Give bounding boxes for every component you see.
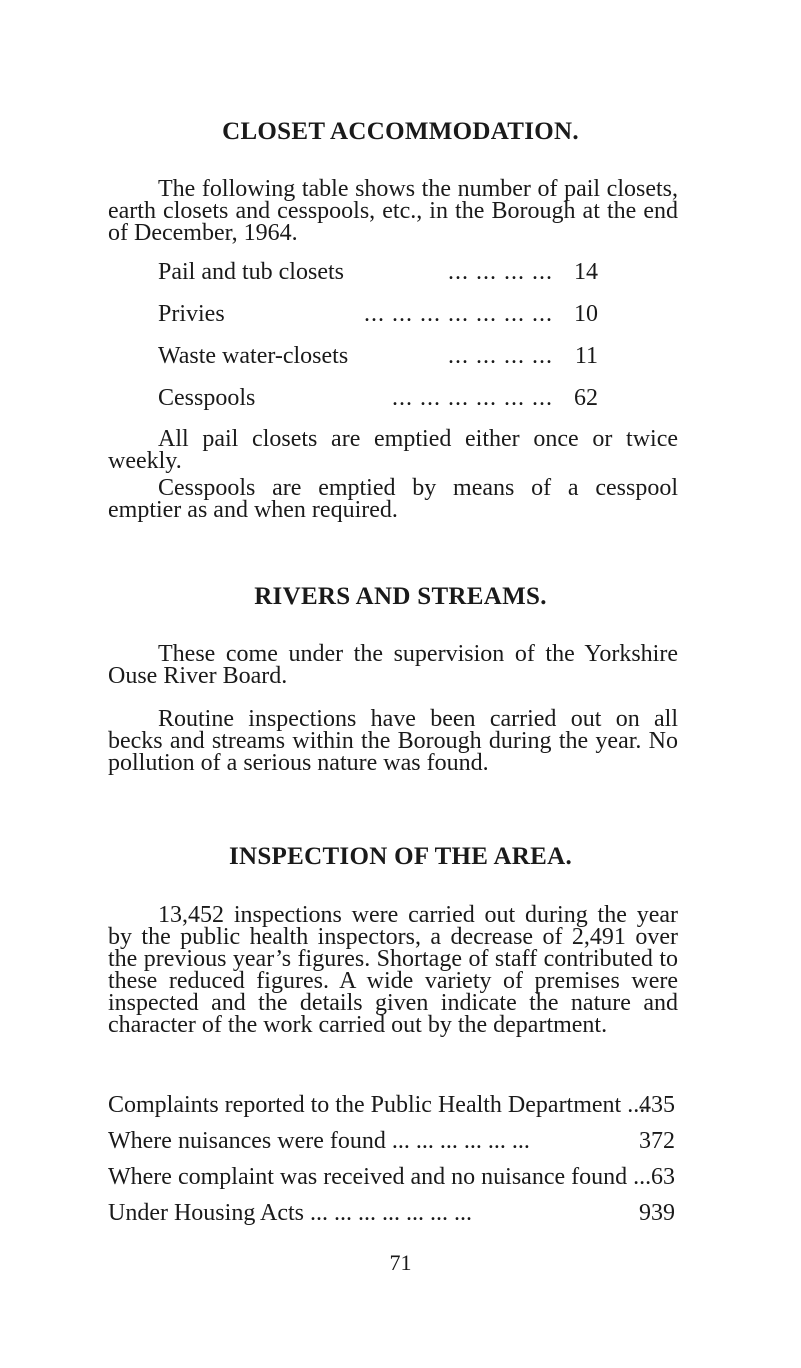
- complaints-row-value: 372: [639, 1128, 675, 1154]
- closet-row-value: 14: [574, 259, 598, 285]
- leader-dots: ... ... ... ...: [448, 343, 553, 369]
- heading-rivers-and-streams: RIVERS AND STREAMS.: [254, 583, 547, 610]
- complaints-row-label: Under Housing Acts ... ... ... ... ... ... ...: [108, 1200, 472, 1226]
- closet-row-label: Waste water-closets: [158, 343, 349, 369]
- closet-row-value: 62: [574, 385, 598, 411]
- paragraph-cesspools-emptied: Cesspools are emptied by means of a cesspool emptier as and when required.: [108, 475, 678, 523]
- heading-closet-accommodation: CLOSET ACCOMMODATION.: [222, 118, 579, 145]
- page-number: 71: [389, 1250, 412, 1275]
- closet-row: [158, 377, 598, 419]
- closet-row: [158, 251, 598, 293]
- paragraph-rivers-supervision: These come under the supervision of the Yorkshire Ouse River Board.: [108, 641, 678, 689]
- complaints-row: [108, 1159, 675, 1195]
- paragraph-inspections-summary: 13,452 inspections were carried out during the year by the public health inspectors, a decrease of 2,491 over the previous year’s figures. Shortage of staff contributed to these reduced figures. A wide variety of premises were inspected and the details given indicate the nature and character of the work carried out by the department.: [108, 902, 678, 1038]
- complaints-table: [108, 1087, 675, 1231]
- closet-row-label: Cesspools: [158, 385, 256, 411]
- complaints-row-label: Complaints reported to the Public Health Department ...: [108, 1092, 646, 1118]
- closet-row-value: 10: [574, 301, 598, 327]
- paragraph-routine-inspections: Routine inspections have been carried out on all becks and streams within the Borough during the year. No pollution of a serious nature was found.: [108, 706, 678, 776]
- complaints-row: [108, 1087, 675, 1123]
- closet-row: [158, 293, 598, 335]
- paragraph-pail-closets-emptied: All pail closets are emptied either once or twice weekly.: [108, 426, 678, 474]
- closet-row-label: Privies: [158, 301, 225, 327]
- leader-dots: ... ... ... ...: [448, 259, 553, 285]
- leader-dots: ... ... ... ... ... ... ...: [364, 301, 553, 327]
- heading-inspection-of-the-area: INSPECTION OF THE AREA.: [228, 843, 573, 870]
- complaints-row-value: 939: [639, 1200, 675, 1226]
- complaints-row-value: 63: [651, 1164, 675, 1190]
- complaints-row: [108, 1195, 675, 1231]
- complaints-row-label: Where complaint was received and no nuisance found ...: [108, 1164, 652, 1190]
- closet-row-value: 11: [574, 343, 598, 369]
- paragraph-closet-intro: The following table shows the number of pail closets, earth closets and cesspools, etc., in the Borough at the end of December, 1964.: [108, 176, 678, 246]
- complaints-row-value: 435: [639, 1092, 675, 1118]
- closet-table: [158, 251, 598, 419]
- closet-row-label: Pail and tub closets: [158, 259, 344, 285]
- complaints-row: [108, 1123, 675, 1159]
- leader-dots: ... ... ... ... ... ...: [392, 385, 553, 411]
- closet-row: [158, 335, 598, 377]
- complaints-row-label: Where nuisances were found ... ... ... ... ... ...: [108, 1128, 530, 1154]
